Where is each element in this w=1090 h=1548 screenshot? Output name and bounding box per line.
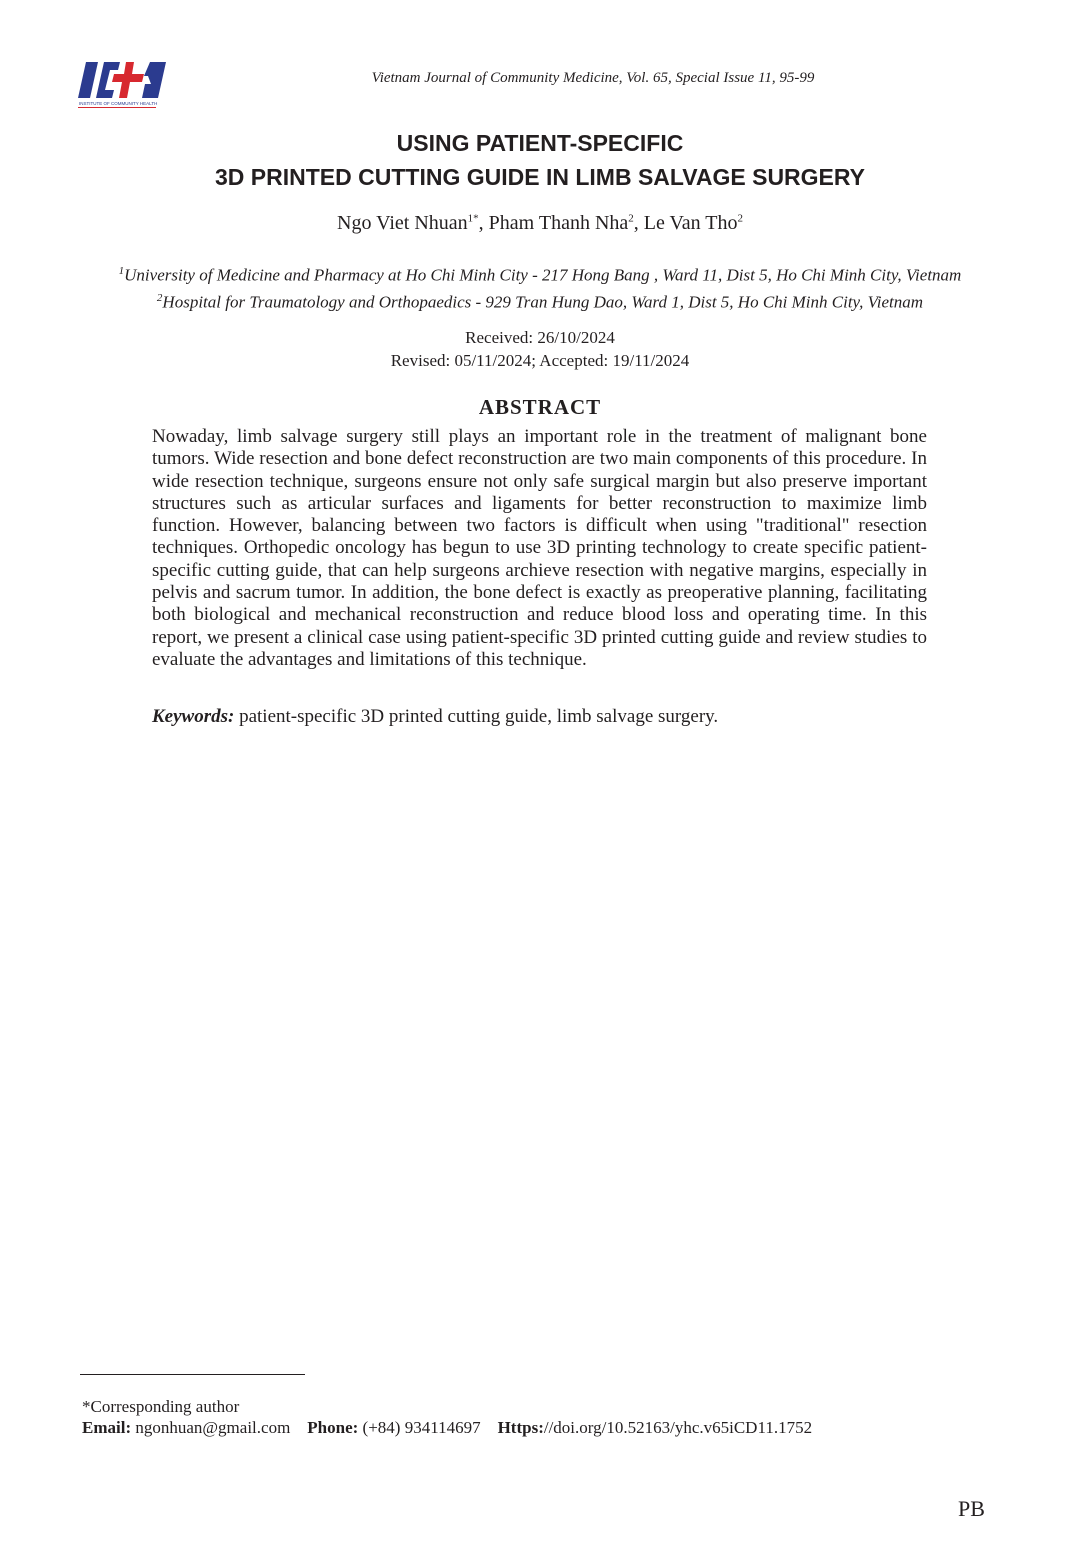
keywords-text: patient-specific 3D printed cutting guide, limb salvage surgery.: [234, 706, 719, 727]
author-affiliation-mark: 2: [628, 212, 634, 225]
keywords-label: Keywords:: [152, 706, 235, 727]
abstract-body: Nowaday, limb salvage surgery still plays an important role in the treatment of malignant bone tumors. Wide resection and bone defect reconstruction are two main components of this procedure. In wide resection technique, surgeons ensure not only safe surgical margin but also preserve important structures such as articular surfaces and ligaments for better reconstruction to maximize limb function. However, balancing between two factors is difficult when using "traditional" resection techniques. Orthopedic oncology has begun to use 3D printing technology to create specific patient-specific cutting guide, that can help surgeons archieve resection with negative margins, especially in pelvis and sacrum tumor. In addition, the bone defect is exactly as preoperative planning, facilitating both biological and mechanical reconstruction and reduce blood loss and operating time. In this report, we present a clinical case using patient-specific 3D printed cutting guide and review studies to evaluate the advantages and limitations of this technique.: [152, 426, 927, 670]
affiliation-mark: 2: [156, 291, 163, 304]
affiliations: [0, 260, 1080, 313]
received-date: Received: 26/10/2024: [465, 328, 615, 347]
footnote-divider: [80, 1374, 305, 1375]
affiliation: [0, 287, 1080, 314]
doi-link[interactable]: //doi.org/10.52163/yhc.v65iCD11.1752: [543, 1418, 813, 1437]
author-name: Le Van Tho: [643, 212, 738, 234]
email-label: Email:: [82, 1418, 132, 1437]
phone-number: (+84) 934114697: [358, 1418, 481, 1437]
revised-accepted-date: Revised: 05/11/2024; Accepted: 19/11/2024: [390, 351, 690, 370]
keywords: [152, 706, 952, 728]
abstract-heading: ABSTRACT: [478, 395, 602, 419]
title-line-1: USING PATIENT-SPECIFIC: [396, 130, 684, 156]
author-name: Pham Thanh Nha: [488, 212, 629, 234]
author-name: Ngo Viet Nhuan: [337, 212, 468, 234]
phone-label: Phone:: [307, 1418, 359, 1437]
author-affiliation-mark: 2: [737, 212, 743, 225]
affiliation-mark: 1: [118, 265, 125, 277]
footnote: [82, 1396, 812, 1438]
author-affiliation-mark: 1*: [467, 212, 479, 225]
affiliation-text: University of Medicine and Pharmacy at Ho Chi Minh City - 217 Hong Bang , Ward 11, Dist 5, Ho Chi Minh City, Vietnam: [124, 265, 962, 285]
title-line-2: 3D PRINTED CUTTING GUIDE IN LIMB SALVAGE SURGERY: [215, 164, 865, 190]
paper-title: [0, 126, 1080, 194]
affiliation-text: Hospital for Traumatology and Orthopaedics - 929 Tran Hung Dao, Ward 1, Dist 5, Ho Chi Minh City, Vietnam: [162, 292, 924, 312]
corresponding-author-note: *Corresponding author: [82, 1397, 240, 1416]
doi-label: Https:: [497, 1418, 544, 1437]
email-link[interactable]: ngonhuan@gmail.com: [131, 1418, 291, 1437]
page-number: PB: [958, 1496, 985, 1521]
journal-citation: Vietnam Journal of Community Medicine, Vol. 65, Special Issue 11, 95-99: [371, 70, 815, 86]
manuscript-dates: [0, 326, 1080, 372]
affiliation: [0, 260, 1080, 287]
svg-text:INSTITUTE OF COMMUNITY HEALTH: INSTITUTE OF COMMUNITY HEALTH: [79, 101, 158, 106]
author-list: Ngo Viet Nhuan$^{1*}$, Pham Thanh Nha$^2$, Le Van Tho$^2$: [337, 212, 743, 234]
